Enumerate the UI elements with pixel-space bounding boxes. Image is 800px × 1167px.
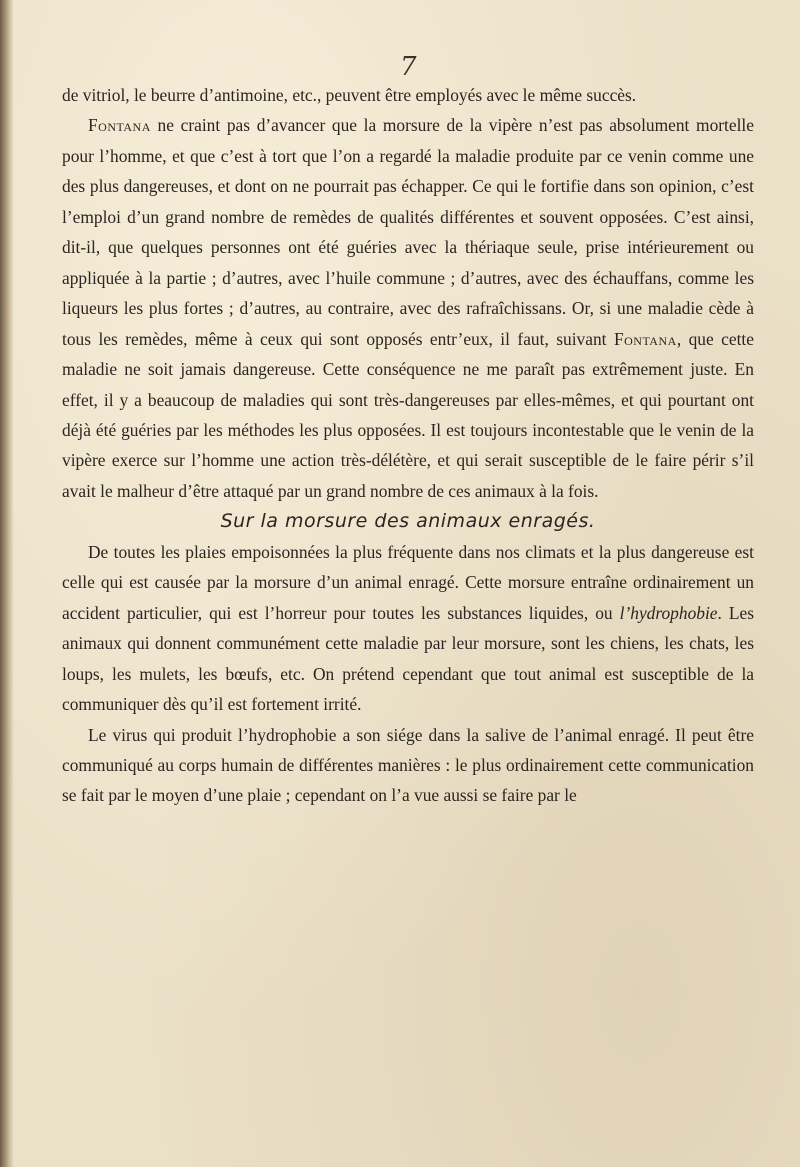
paragraph-virus: Le virus qui produit l’hydrophobie a son siége dans la salive de l’animal enragé. Il peut être communiqué au corps humain de différentes manières : le plus ordinairement cette communication se fait par le moyen d’une plaie ; cependant on l’a vue aussi se faire par le — [62, 724, 754, 806]
paragraph-continuation: de vitriol, le beurre d’antimoine, etc., peuvent être employés avec le même succès. — [62, 85, 637, 105]
paragraph-text: De toutes les plaies empoisonnées la plus fréquente dans nos climats et la plus dangereuse est celle qui est causée par la morsure d’un animal enragé. Cette morsure entraîne ordinairement un accident particulier, qui est l’horreur pour toutes les substances liquides, ou — [62, 541, 754, 623]
paragraph-text: . Les animaux qui donnent communément cette maladie par leur morsure, sont les chiens, les chats, les loups, les mulets, les bœufs, etc. On prétend cependant que tout animal est susceptible de la communiquer dès qu’il est fortement irrité. — [62, 602, 755, 715]
page-number: 7 — [400, 52, 417, 82]
term-hydrophobie: l’hydrophobie — [619, 602, 718, 623]
page-binding-edge — [0, 0, 14, 1167]
section-title: Sur la morsure des animaux enragés. — [220, 510, 596, 533]
paragraph-fontana — [62, 110, 754, 506]
body-text — [62, 80, 754, 811]
author-name: Fontana — [613, 328, 677, 349]
author-name: Fontana — [88, 115, 151, 136]
paragraph-hydrophobia — [62, 537, 754, 720]
paragraph-text: ne craint pas d’avancer que la morsure de la vipère n’est pas absolument mortelle pour l’homme, et que c’est à tort que l’on a regardé la maladie produite par ce venin comme une des plus dangereuses, et dont on ne pourrait pas échapper. Ce qui le fortifie dans son opinion, c’est l’emploi d’un grand nombre de remèdes de qualités différentes et souvent opposées. C’est ainsi, dit-il, que quelques personnes ont été guéries avec la thériaque seule, prise intérieurement ou appliquée à la partie ; d’autres, avec l’huile commune ; d’autres, avec des échauffans, comme les liqueurs les plus fortes ; d’autres, au contraire, avec des rafraîchissans. Or, si une maladie cède à tous les remèdes, même à ceux qui sont opposés entr’eux, il faut, suivant — [62, 115, 754, 349]
paragraph-text: , que cette maladie ne soit jamais dangereuse. Cette conséquence ne me paraît pas extrêmement juste. En effet, il y a beaucoup de maladies qui sont très-dangereuses par elles-mêmes, et qui pourtant ont déjà été guéries par les méthodes les plus opposées. Il est toujours incontestable que le venin de la vipère exerce sur l’homme une action très-délétère, et qui serait susceptible de le faire périr s’il avait le malheur d’être attaqué par un grand nombre de ces animaux à la fois. — [62, 328, 754, 501]
